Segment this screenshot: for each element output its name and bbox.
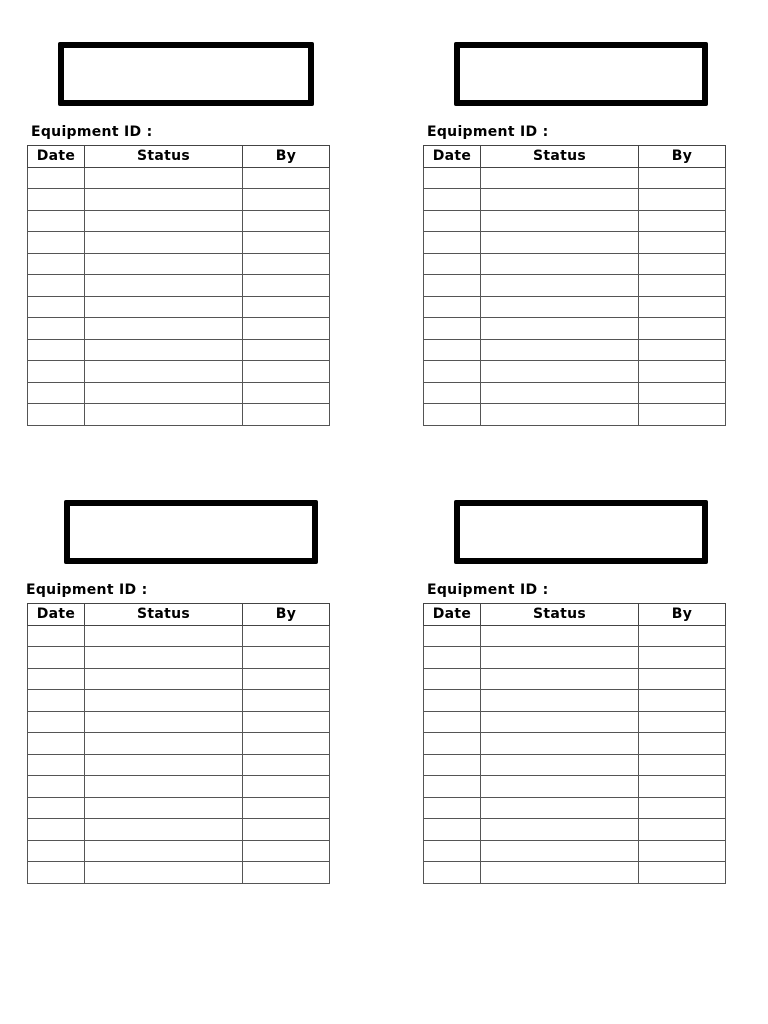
date-cell[interactable]: [28, 361, 85, 383]
table-row: [28, 733, 330, 755]
status-cell[interactable]: [481, 296, 639, 318]
table-row: [424, 776, 726, 798]
date-cell[interactable]: [28, 668, 85, 690]
by-cell[interactable]: [639, 382, 726, 404]
status-cell[interactable]: [85, 711, 243, 733]
table-header-row: [28, 604, 330, 626]
table-header-row: [424, 604, 726, 626]
table-row: [424, 361, 726, 383]
status-column-header: Status: [85, 604, 243, 626]
status-cell[interactable]: [481, 339, 639, 361]
status-cell[interactable]: [85, 339, 243, 361]
by-cell[interactable]: [639, 647, 726, 669]
status-cell[interactable]: [85, 647, 243, 669]
table-row: [28, 776, 330, 798]
table-row: [28, 404, 330, 426]
equipment-log-table: [423, 603, 726, 884]
status-cell[interactable]: [481, 647, 639, 669]
table-row: [424, 339, 726, 361]
status-cell[interactable]: [85, 840, 243, 862]
table-row: [424, 711, 726, 733]
date-cell[interactable]: [424, 647, 481, 669]
status-cell[interactable]: [481, 776, 639, 798]
date-cell[interactable]: [28, 690, 85, 712]
by-cell[interactable]: [243, 296, 330, 318]
date-cell[interactable]: [424, 819, 481, 841]
table-row: [424, 797, 726, 819]
table-row: [424, 210, 726, 232]
date-cell[interactable]: [28, 797, 85, 819]
by-cell[interactable]: [639, 232, 726, 254]
date-cell[interactable]: [28, 862, 85, 884]
by-cell[interactable]: [639, 404, 726, 426]
status-cell[interactable]: [85, 668, 243, 690]
status-cell[interactable]: [481, 361, 639, 383]
by-cell[interactable]: [639, 862, 726, 884]
status-cell[interactable]: [85, 690, 243, 712]
status-cell[interactable]: [481, 318, 639, 340]
by-column-header: By: [243, 146, 330, 168]
date-cell[interactable]: [424, 339, 481, 361]
date-cell[interactable]: [28, 733, 85, 755]
status-cell[interactable]: [481, 253, 639, 275]
table-row: [424, 668, 726, 690]
table-row: [28, 167, 330, 189]
date-cell[interactable]: [28, 232, 85, 254]
table-row: [424, 167, 726, 189]
status-cell[interactable]: [481, 690, 639, 712]
table-row: [424, 862, 726, 884]
date-cell[interactable]: [28, 404, 85, 426]
by-cell[interactable]: [639, 361, 726, 383]
by-cell[interactable]: [639, 819, 726, 841]
by-column-header: By: [639, 604, 726, 626]
by-cell[interactable]: [639, 210, 726, 232]
table-row: [424, 189, 726, 211]
date-cell[interactable]: [424, 318, 481, 340]
date-cell[interactable]: [28, 339, 85, 361]
by-cell[interactable]: [243, 690, 330, 712]
status-cell[interactable]: [85, 210, 243, 232]
status-cell[interactable]: [85, 232, 243, 254]
date-cell[interactable]: [28, 840, 85, 862]
equipment-name-box[interactable]: [454, 42, 708, 106]
table-row: [424, 382, 726, 404]
date-cell[interactable]: [28, 253, 85, 275]
status-cell[interactable]: [85, 361, 243, 383]
equipment-id-label: Equipment ID :: [26, 582, 148, 598]
status-column-header: Status: [85, 146, 243, 168]
date-column-header: Date: [28, 146, 85, 168]
status-cell[interactable]: [85, 797, 243, 819]
by-cell[interactable]: [639, 625, 726, 647]
table-row: [28, 625, 330, 647]
by-cell[interactable]: [243, 797, 330, 819]
date-cell[interactable]: [28, 819, 85, 841]
table-row: [28, 862, 330, 884]
status-column-header: Status: [481, 604, 639, 626]
date-cell[interactable]: [28, 776, 85, 798]
status-cell[interactable]: [85, 733, 243, 755]
table-row: [28, 361, 330, 383]
equipment-log-table: [27, 603, 330, 884]
date-cell[interactable]: [28, 210, 85, 232]
table-row: [28, 232, 330, 254]
date-cell[interactable]: [424, 167, 481, 189]
table-row: [28, 339, 330, 361]
status-cell[interactable]: [85, 167, 243, 189]
by-cell[interactable]: [243, 382, 330, 404]
table-row: [28, 296, 330, 318]
status-cell[interactable]: [481, 382, 639, 404]
by-cell[interactable]: [243, 862, 330, 884]
by-cell[interactable]: [243, 253, 330, 275]
by-cell[interactable]: [243, 339, 330, 361]
by-cell[interactable]: [243, 776, 330, 798]
status-cell[interactable]: [481, 232, 639, 254]
date-cell[interactable]: [28, 296, 85, 318]
by-cell[interactable]: [639, 296, 726, 318]
table-row: [28, 189, 330, 211]
status-cell[interactable]: [481, 167, 639, 189]
date-cell[interactable]: [424, 733, 481, 755]
status-cell[interactable]: [481, 210, 639, 232]
date-cell[interactable]: [424, 862, 481, 884]
status-cell[interactable]: [85, 819, 243, 841]
table-row: [424, 840, 726, 862]
date-column-header: Date: [424, 146, 481, 168]
status-cell[interactable]: [481, 754, 639, 776]
status-cell[interactable]: [481, 733, 639, 755]
status-cell[interactable]: [481, 840, 639, 862]
date-cell[interactable]: [424, 625, 481, 647]
status-cell[interactable]: [85, 296, 243, 318]
table-row: [28, 210, 330, 232]
status-cell[interactable]: [481, 275, 639, 297]
date-cell[interactable]: [28, 711, 85, 733]
by-cell[interactable]: [243, 189, 330, 211]
table-row: [28, 275, 330, 297]
table-row: [424, 625, 726, 647]
status-cell[interactable]: [85, 253, 243, 275]
by-cell[interactable]: [243, 733, 330, 755]
date-cell[interactable]: [424, 361, 481, 383]
status-cell[interactable]: [85, 318, 243, 340]
status-cell[interactable]: [481, 819, 639, 841]
equipment-log-table: [423, 145, 726, 426]
by-cell[interactable]: [639, 253, 726, 275]
table-row: [28, 711, 330, 733]
date-cell[interactable]: [424, 776, 481, 798]
by-cell[interactable]: [243, 210, 330, 232]
status-cell[interactable]: [85, 404, 243, 426]
by-cell[interactable]: [243, 361, 330, 383]
by-cell[interactable]: [243, 318, 330, 340]
table-row: [424, 647, 726, 669]
equipment-log-table: [27, 145, 330, 426]
by-column-header: By: [243, 604, 330, 626]
status-cell[interactable]: [481, 625, 639, 647]
table-header-row: [28, 146, 330, 168]
status-cell[interactable]: [85, 862, 243, 884]
table-row: [28, 318, 330, 340]
status-column-header: Status: [481, 146, 639, 168]
by-cell[interactable]: [243, 625, 330, 647]
status-cell[interactable]: [481, 404, 639, 426]
by-cell[interactable]: [639, 167, 726, 189]
by-cell[interactable]: [243, 167, 330, 189]
by-cell[interactable]: [243, 232, 330, 254]
date-cell[interactable]: [424, 840, 481, 862]
table-row: [424, 275, 726, 297]
status-cell[interactable]: [85, 382, 243, 404]
by-cell[interactable]: [639, 668, 726, 690]
table-row: [424, 318, 726, 340]
by-cell[interactable]: [639, 690, 726, 712]
table-row: [424, 690, 726, 712]
date-cell[interactable]: [28, 382, 85, 404]
status-cell[interactable]: [85, 776, 243, 798]
table-row: [424, 754, 726, 776]
date-cell[interactable]: [28, 189, 85, 211]
by-cell[interactable]: [243, 275, 330, 297]
date-column-header: Date: [28, 604, 85, 626]
by-cell[interactable]: [639, 840, 726, 862]
table-row: [424, 296, 726, 318]
table-row: [28, 819, 330, 841]
by-cell[interactable]: [243, 404, 330, 426]
status-cell[interactable]: [85, 189, 243, 211]
date-cell[interactable]: [424, 253, 481, 275]
by-cell[interactable]: [243, 647, 330, 669]
table-row: [424, 404, 726, 426]
date-cell[interactable]: [424, 296, 481, 318]
date-cell[interactable]: [28, 318, 85, 340]
date-cell[interactable]: [28, 625, 85, 647]
by-cell[interactable]: [639, 339, 726, 361]
status-cell[interactable]: [481, 797, 639, 819]
date-cell[interactable]: [28, 647, 85, 669]
date-cell[interactable]: [424, 711, 481, 733]
table-row: [28, 797, 330, 819]
date-cell[interactable]: [424, 210, 481, 232]
table-row: [28, 754, 330, 776]
status-cell[interactable]: [85, 754, 243, 776]
by-cell[interactable]: [243, 668, 330, 690]
date-cell[interactable]: [424, 668, 481, 690]
by-cell[interactable]: [639, 754, 726, 776]
by-cell[interactable]: [639, 776, 726, 798]
equipment-name-box[interactable]: [454, 500, 708, 564]
date-cell[interactable]: [424, 189, 481, 211]
table-row: [424, 232, 726, 254]
equipment-id-label: Equipment ID :: [427, 124, 549, 140]
by-cell[interactable]: [243, 711, 330, 733]
date-column-header: Date: [424, 604, 481, 626]
date-cell[interactable]: [424, 275, 481, 297]
date-cell[interactable]: [424, 754, 481, 776]
table-row: [28, 647, 330, 669]
by-cell[interactable]: [243, 754, 330, 776]
date-cell[interactable]: [424, 382, 481, 404]
equipment-name-box[interactable]: [64, 500, 318, 564]
table-row: [28, 253, 330, 275]
table-row: [28, 690, 330, 712]
by-cell[interactable]: [639, 275, 726, 297]
date-cell[interactable]: [28, 275, 85, 297]
equipment-id-label: Equipment ID :: [31, 124, 153, 140]
status-cell[interactable]: [85, 625, 243, 647]
equipment-name-box[interactable]: [58, 42, 314, 106]
table-row: [424, 253, 726, 275]
date-cell[interactable]: [424, 232, 481, 254]
by-cell[interactable]: [639, 711, 726, 733]
by-cell[interactable]: [243, 819, 330, 841]
by-cell[interactable]: [639, 797, 726, 819]
by-cell[interactable]: [639, 733, 726, 755]
date-cell[interactable]: [424, 690, 481, 712]
status-cell[interactable]: [85, 275, 243, 297]
by-cell[interactable]: [243, 840, 330, 862]
table-row: [28, 382, 330, 404]
status-cell[interactable]: [481, 711, 639, 733]
status-cell[interactable]: [481, 189, 639, 211]
table-row: [28, 668, 330, 690]
status-cell[interactable]: [481, 668, 639, 690]
equipment-id-label: Equipment ID :: [427, 582, 549, 598]
table-row: [424, 733, 726, 755]
status-cell[interactable]: [481, 862, 639, 884]
by-cell[interactable]: [639, 318, 726, 340]
date-cell[interactable]: [28, 167, 85, 189]
table-row: [424, 819, 726, 841]
by-column-header: By: [639, 146, 726, 168]
by-cell[interactable]: [639, 189, 726, 211]
date-cell[interactable]: [28, 754, 85, 776]
table-header-row: [424, 146, 726, 168]
table-row: [28, 840, 330, 862]
date-cell[interactable]: [424, 797, 481, 819]
date-cell[interactable]: [424, 404, 481, 426]
